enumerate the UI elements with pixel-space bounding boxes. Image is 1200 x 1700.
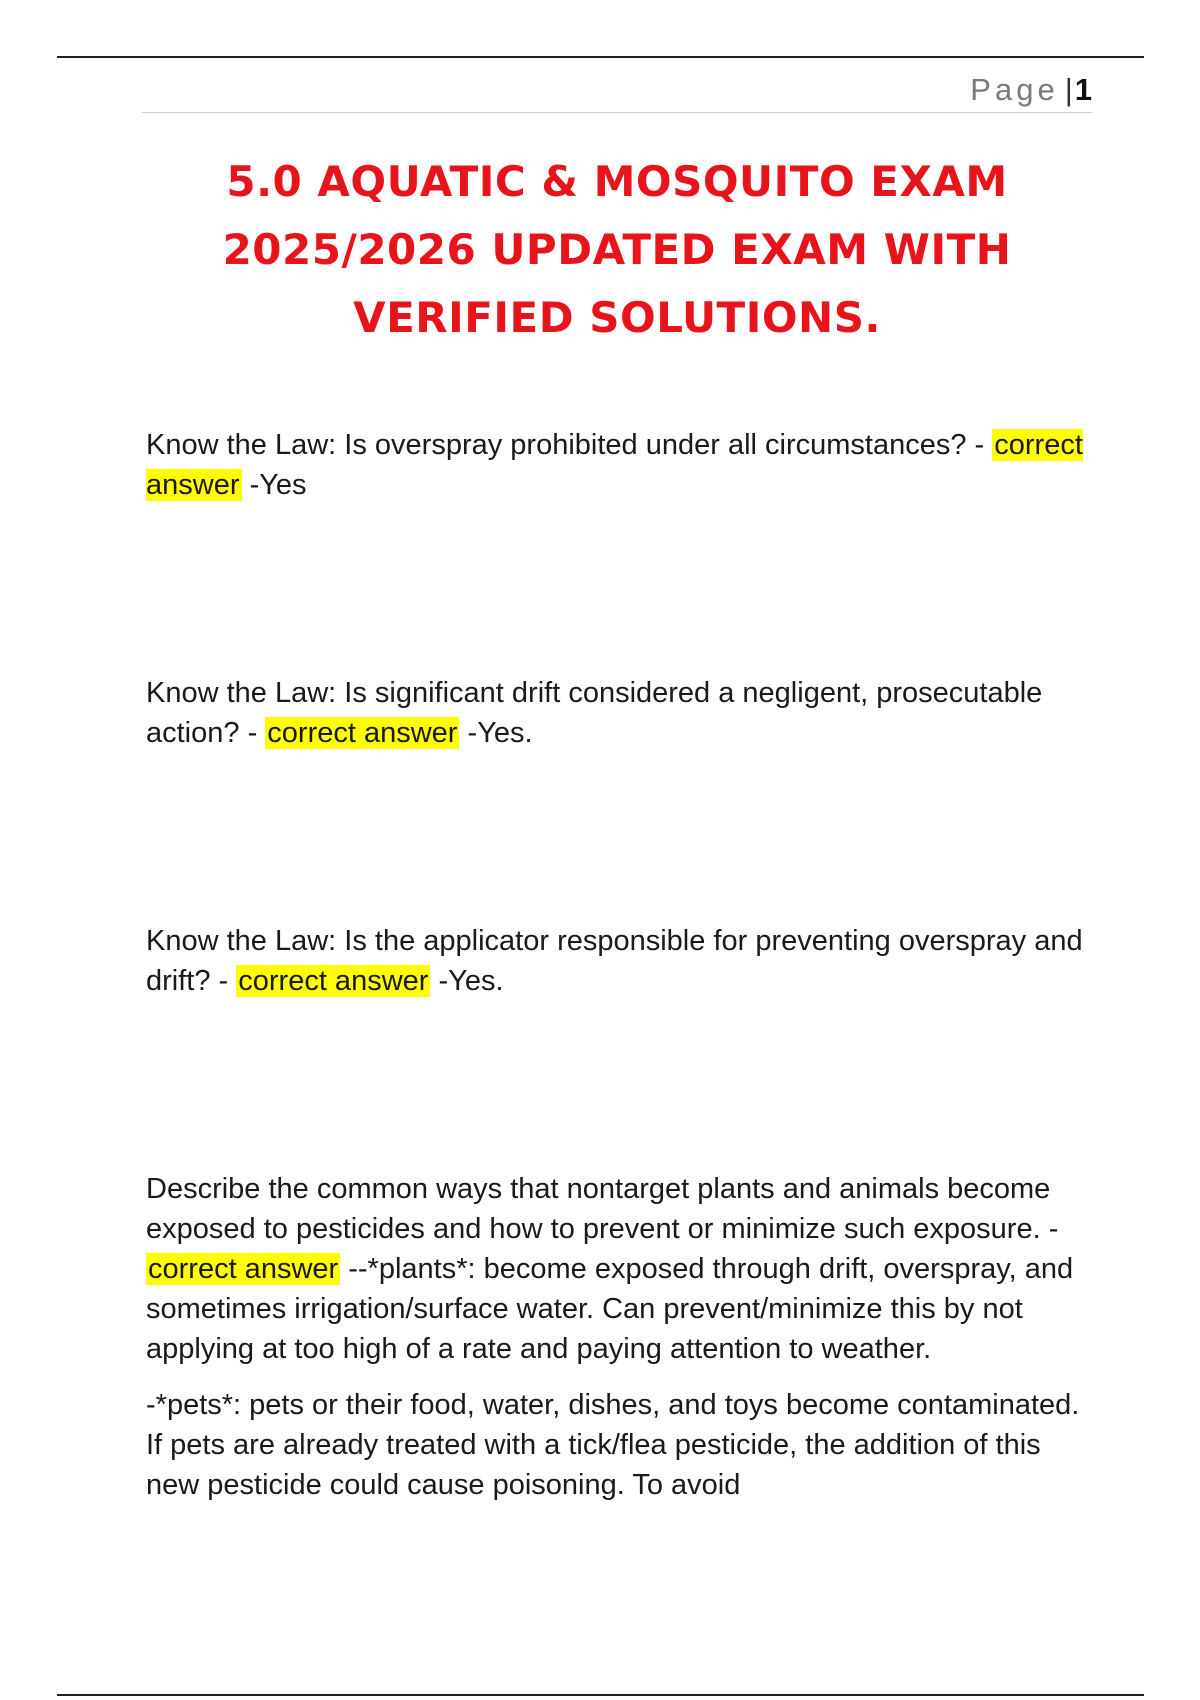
document-title: 5.0 AQUATIC & MOSQUITO EXAM 2025/2026 UPDATED EXAM WITH VERIFIED SOLUTIONS. xyxy=(222,157,1012,342)
answer-text: -Yes xyxy=(249,469,307,501)
answer-text: -Yes. xyxy=(467,717,533,749)
answer-highlight: correct answer xyxy=(267,717,458,749)
qa-item xyxy=(146,1169,1086,1369)
page-number: 1 xyxy=(1074,72,1092,107)
answer-highlight: correct answer xyxy=(146,429,1083,501)
document-body xyxy=(146,425,1086,1505)
question-text: Know the Law: Is significant drift considered a negligent, prosecutable action? - xyxy=(146,677,1043,749)
qa-item xyxy=(146,425,1086,505)
question-text: Describe the common ways that nontarget plants and animals become exposed to pesticides and how to prevent or minimize such exposure. - xyxy=(146,1173,1059,1245)
answer-text: --*plants*: become exposed through drift, overspray, and sometimes irrigation/surface water. Can prevent/minimize this by not applying at too high of a rate and paying attention to weather. xyxy=(146,1253,1074,1365)
page-separator: | xyxy=(1064,72,1073,107)
answer-continuation: -*pets*: pets or their food, water, dishes, and toys become contaminated. If pets are already treated with a tick/flea pesticide, the addition of this new pesticide could cause poisoning. To avoid xyxy=(146,1389,1080,1501)
page-header xyxy=(142,68,1092,113)
question-text: Know the Law: Is overspray prohibited under all circumstances? - xyxy=(146,429,985,461)
answer-text: -Yes. xyxy=(438,965,504,997)
answer-highlight: correct answer xyxy=(148,1253,339,1285)
qa-item xyxy=(146,673,1086,753)
top-rule xyxy=(57,56,1144,58)
question-text: Know the Law: Is the applicator responsible for preventing overspray and drift? - xyxy=(146,925,1083,997)
qa-item xyxy=(146,921,1086,1001)
bottom-rule xyxy=(57,1694,1144,1696)
answer-highlight: correct answer xyxy=(238,965,429,997)
page-label: Page xyxy=(970,72,1059,107)
